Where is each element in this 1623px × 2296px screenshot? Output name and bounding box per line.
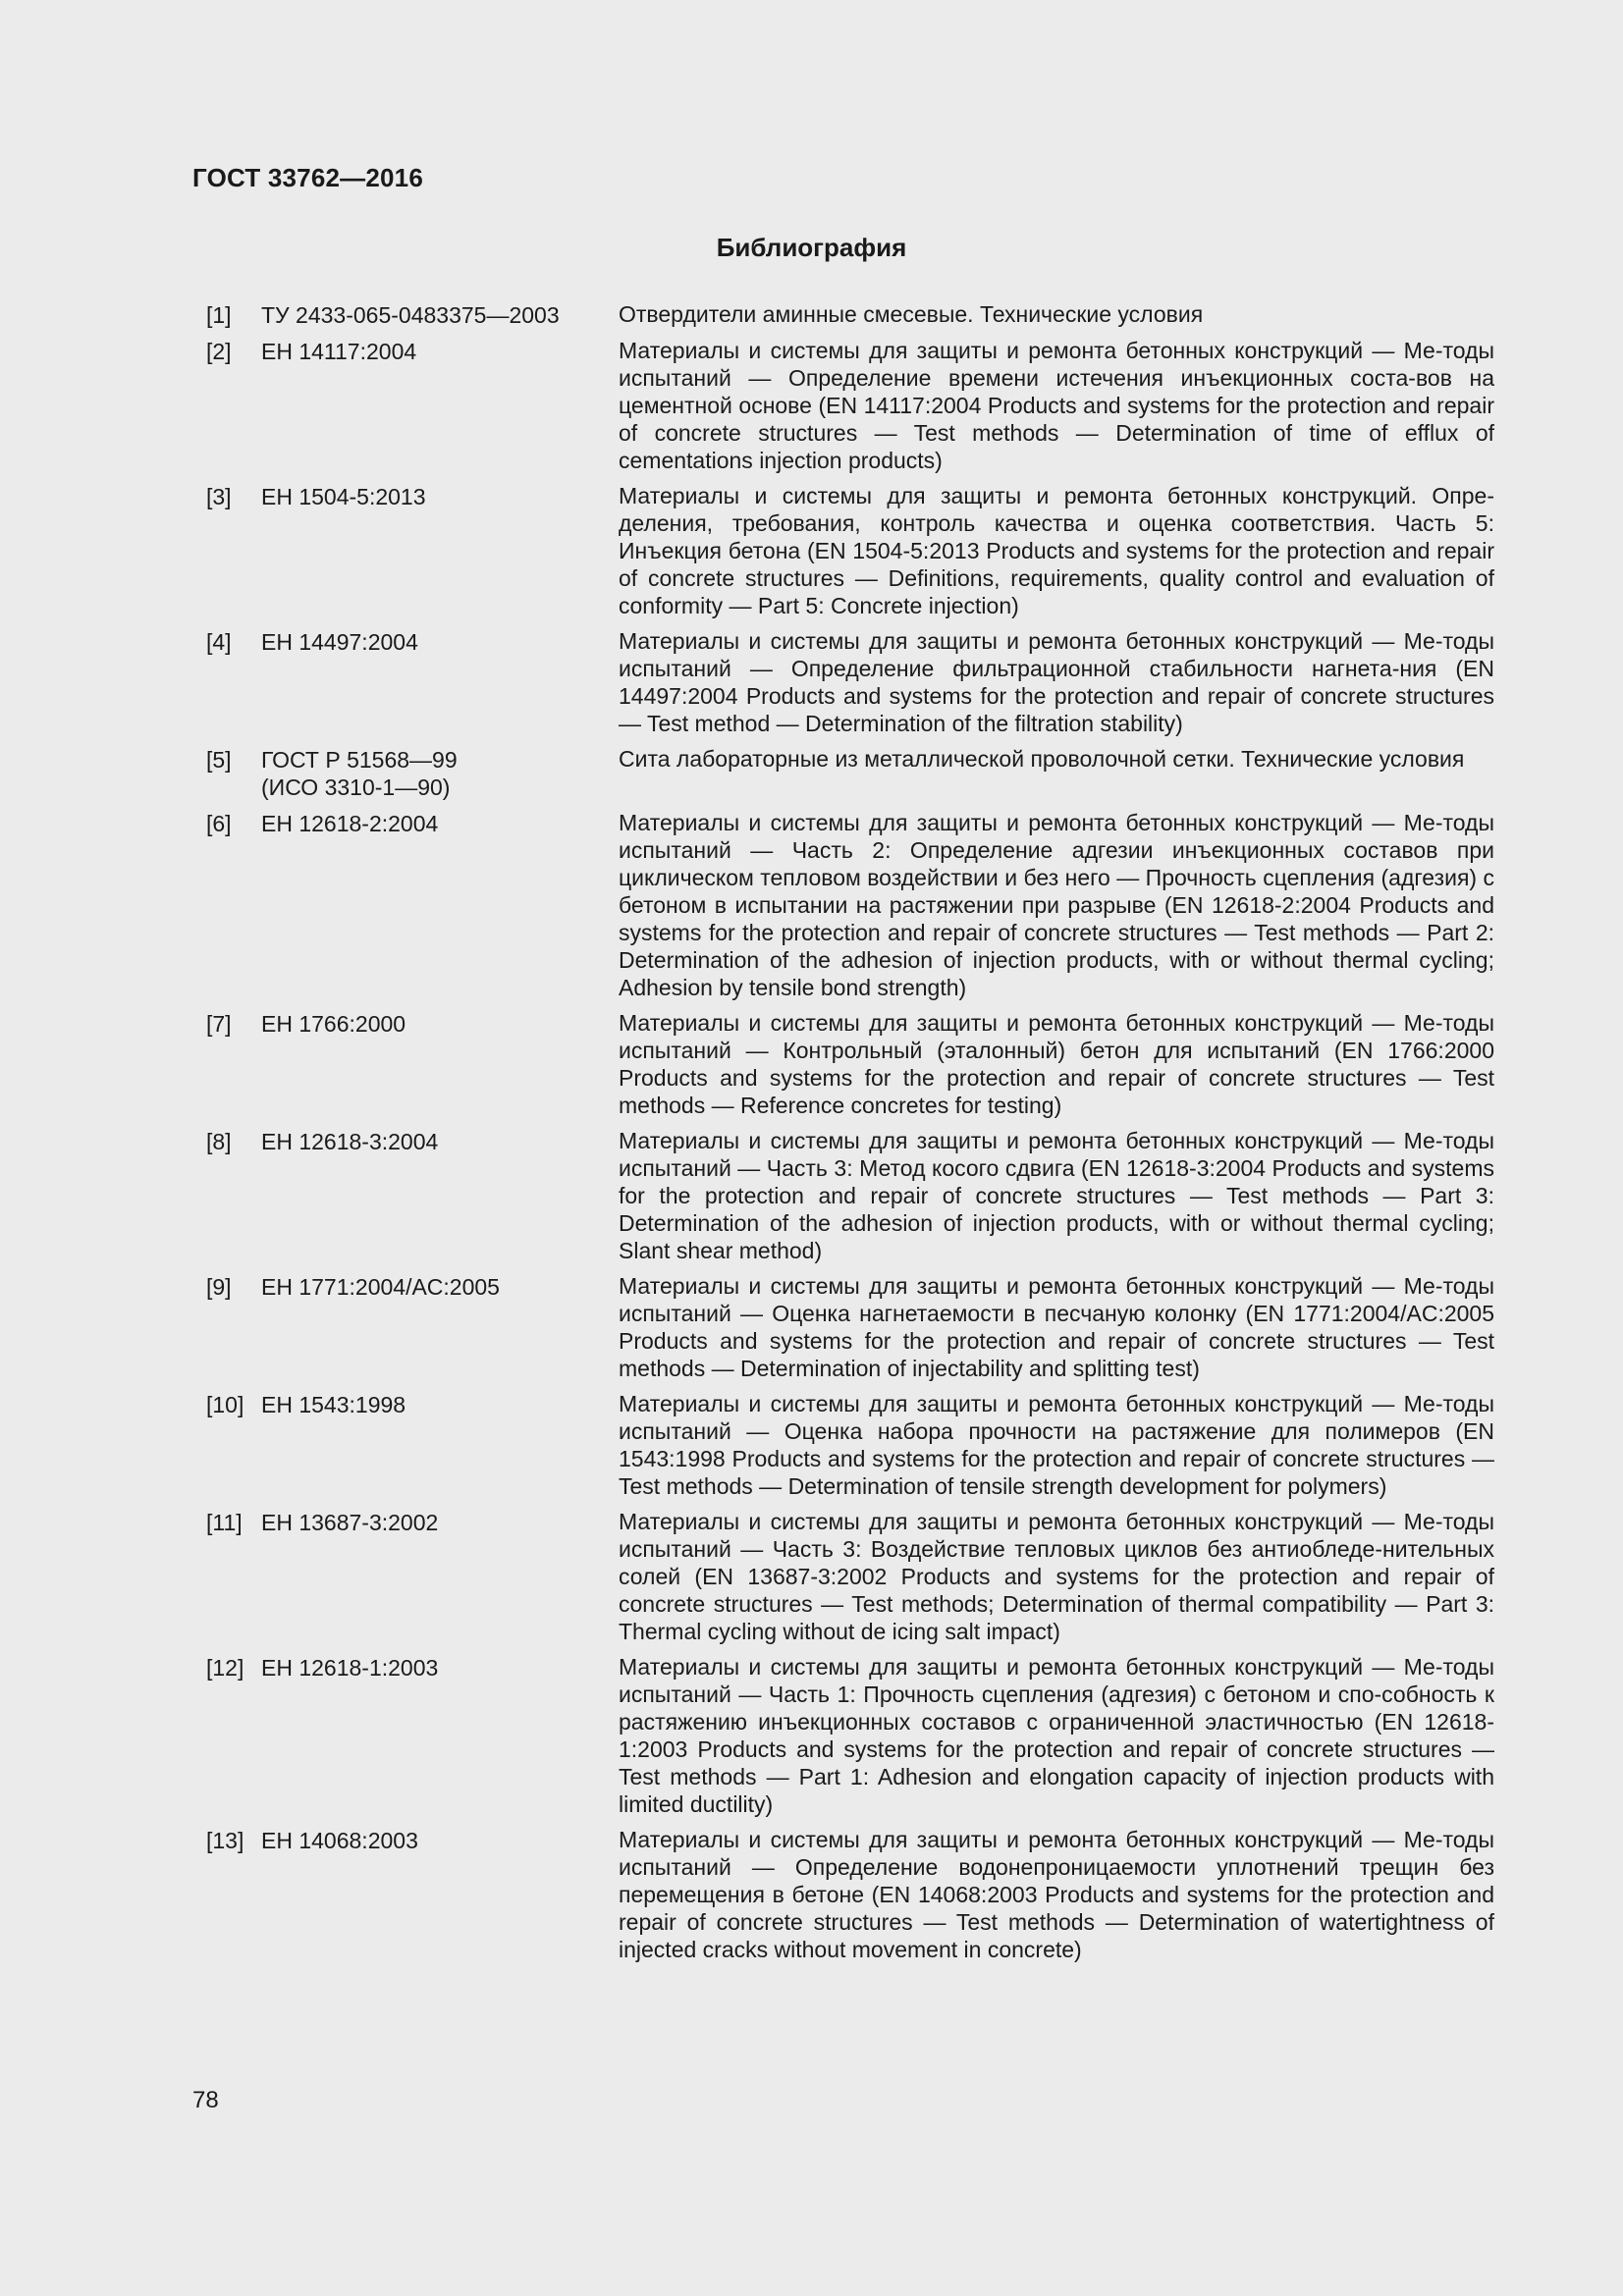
entry-description: Отвердители аминные смесевые. Технические условия — [619, 301, 1204, 327]
entry-number: [6] — [206, 811, 232, 836]
bibliography-entry — [206, 482, 1494, 619]
bibliography-entry — [206, 337, 1494, 474]
entry-number: [5] — [206, 747, 232, 773]
bibliography-entry — [206, 809, 1494, 1001]
entry-number: [8] — [206, 1129, 232, 1154]
entry-description: Материалы и системы для защиты и ремонта бетонных конструкций — Ме-тоды испытаний — Контрольный (эталонный) бетон для испытаний (EN 1766:2000 Products and systems for the protection and repair of concrete structures — Test methods — Reference concretes for testing) — [619, 1010, 1494, 1118]
entry-number: [12] — [206, 1655, 244, 1681]
bibliography-entry — [206, 1009, 1494, 1119]
entry-description: Материалы и системы для защиты и ремонта бетонных конструкций — Ме-тоды испытаний — Часть 3: Воздействие тепловых циклов без антиобледе-нительных солей (EN 13687-3:2002 Products and systems for the protection and repair of concrete structures — Test methods; Determination of thermal compatibility — Part 3: Thermal cycling without de icing salt impact) — [619, 1509, 1494, 1644]
entry-reference: ЕН 1766:2000 — [261, 1011, 406, 1037]
entry-reference: ЕН 12618-2:2004 — [261, 811, 439, 836]
entry-number: [9] — [206, 1274, 232, 1300]
entry-number: [3] — [206, 484, 232, 509]
bibliography-entry — [206, 745, 1494, 801]
entry-reference: ТУ 2433-065-0483375—2003 — [261, 302, 560, 328]
entry-number: [7] — [206, 1011, 232, 1037]
entry-description: Материалы и системы для защиты и ремонта бетонных конструкций — Ме-тоды испытаний — Определение фильтрационной стабильности нагнета-ния (EN 14497:2004 Products and systems for the protection and repair of concrete structures — Test method — Determination of the filtration stability) — [619, 628, 1494, 736]
entry-description: Материалы и системы для защиты и ремонта бетонных конструкций — Ме-тоды испытаний — Определение времени истечения инъекционных соста-вов на цементной основе (EN 14117:2004 Products and systems for the protection and repair of concrete structures — Test methods — Determination of time of efflux of cementations injection products) — [619, 338, 1494, 473]
entry-description: Материалы и системы для защиты и ремонта бетонных конструкций — Ме-тоды испытаний — Оценка нагнетаемости в песчаную колонку (EN 1771:2004/AC:2005 Products and systems for the protection and repair of concrete structures — Test methods — Determination of injectability and splitting test) — [619, 1273, 1494, 1381]
entry-reference: ЕН 1771:2004/AC:2005 — [261, 1274, 500, 1300]
entry-description: Материалы и системы для защиты и ремонта бетонных конструкций — Ме-тоды испытаний — Часть 2: Определение адгезии инъекционных составов при циклическом тепловом воздействии и без него — Прочность сцепления (адгезия) с бетоном в испытании на растяжении при разрыве (EN 12618-2:2004 Products and systems for the protection and repair of concrete structures — Test methods — Part 2: Determination of the adhesion of injection products, with or without thermal cycling; Adhesion by tensile bond strength) — [619, 810, 1494, 1000]
bibliography-entry — [206, 1272, 1494, 1382]
entry-reference: ГОСТ Р 51568—99 (ИСО 3310-1—90) — [261, 747, 458, 800]
entry-reference: ЕН 14497:2004 — [261, 629, 418, 655]
bibliography-list — [206, 300, 1494, 1971]
entry-reference: ЕН 13687-3:2002 — [261, 1510, 439, 1535]
bibliography-entry — [206, 1390, 1494, 1500]
entry-number: [4] — [206, 629, 232, 655]
entry-reference: ЕН 12618-1:2003 — [261, 1655, 439, 1681]
bibliography-entry — [206, 1653, 1494, 1818]
entry-number: [2] — [206, 339, 232, 364]
entry-reference: ЕН 14117:2004 — [261, 339, 417, 364]
section-title: Библиография — [716, 233, 907, 262]
entry-description: Материалы и системы для защиты и ремонта бетонных конструкций — Ме-тоды испытаний — Часть 1: Прочность сцепления (адгезия) с бетоном и спо-собность к растяжению инъекционных составов с ограниченной эластичностью (EN 12618-1:2003 Products and systems for the protection and repair of concrete structures — Test methods — Part 1: Adhesion and elongation capacity of injection products with limited ductility) — [619, 1654, 1494, 1817]
entry-description: Материалы и системы для защиты и ремонта бетонных конструкций — Ме-тоды испытаний — Оценка набора прочности на растяжение для полимеров (EN 1543:1998 Products and systems for the protection and repair of concrete structures — Test methods — Determination of tensile strength development for polymers) — [619, 1391, 1494, 1499]
entry-number: [11] — [206, 1510, 243, 1535]
document-header: ГОСТ 33762—2016 — [192, 163, 423, 192]
bibliography-entry — [206, 1826, 1494, 1963]
bibliography-entry — [206, 627, 1494, 737]
entry-reference: ЕН 12618-3:2004 — [261, 1129, 439, 1154]
bibliography-entry — [206, 1127, 1494, 1264]
page-number: 78 — [192, 2087, 219, 2113]
entry-number: [13] — [206, 1828, 244, 1853]
bibliography-entry — [206, 300, 1494, 329]
entry-number: [10] — [206, 1392, 244, 1417]
entry-reference: ЕН 1504-5:2013 — [261, 484, 426, 509]
entry-reference: ЕН 14068:2003 — [261, 1828, 418, 1853]
entry-description: Материалы и системы для защиты и ремонта бетонных конструкций. Опре-деления, требования, контроль качества и оценка соответствия. Часть 5: Инъекция бетона (EN 1504-5:2013 Products and systems for the protection and repair of concrete structures — Definitions, requirements, quality control and evaluation of conformity — Part 5: Concrete injection) — [619, 483, 1494, 618]
entry-description: Материалы и системы для защиты и ремонта бетонных конструкций — Ме-тоды испытаний — Часть 3: Метод косого сдвига (EN 12618-3:2004 Products and systems for the protection and repair of concrete structures — Test methods — Part 3: Determination of the adhesion of injection products, with or without thermal cycling; Slant shear method) — [619, 1128, 1494, 1263]
entry-description: Материалы и системы для защиты и ремонта бетонных конструкций — Ме-тоды испытаний — Определение водонепроницаемости уплотнений трещин без перемещения в бетоне (EN 14068:2003 Products and systems for the protection and repair of concrete structures — Test methods — Determination of watertightness of injected cracks without movement in concrete) — [619, 1827, 1494, 1962]
entry-number: [1] — [206, 302, 232, 328]
bibliography-entry — [206, 1508, 1494, 1645]
entry-description: Сита лабораторные из металлической проволочной сетки. Технические условия — [619, 746, 1465, 772]
entry-reference: ЕН 1543:1998 — [261, 1392, 406, 1417]
